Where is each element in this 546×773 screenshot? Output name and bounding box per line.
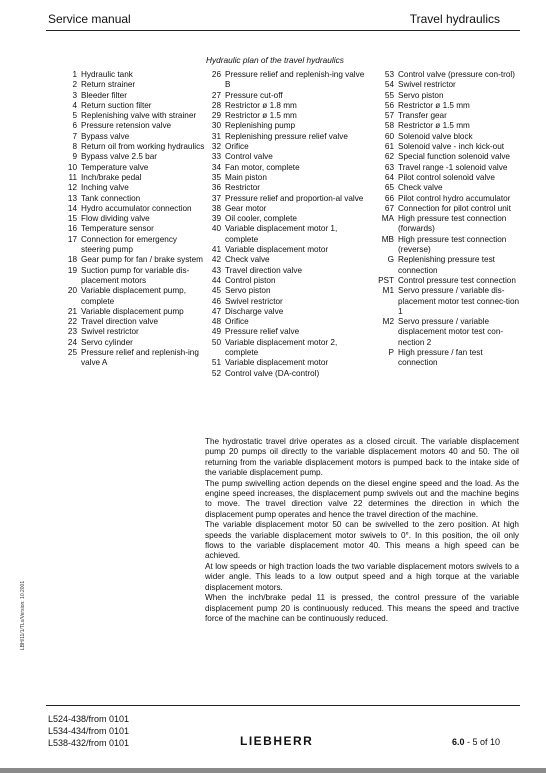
legend-item-number: 44	[211, 275, 221, 285]
legend-item-number: 30	[211, 121, 221, 131]
legend-item-number: 10	[67, 162, 77, 172]
legend-item	[370, 163, 522, 173]
legend-item	[55, 111, 205, 121]
legend-item	[55, 317, 205, 327]
legend-item	[55, 173, 205, 183]
legend-column-2	[208, 70, 370, 379]
legend-item	[55, 348, 205, 369]
legend-item-number: 2	[72, 80, 77, 90]
legend-item-number: 1	[72, 70, 77, 79]
body-text	[205, 437, 519, 624]
legend-item-number: G	[387, 255, 394, 265]
legend-item-label: Solenoid valve block	[398, 131, 473, 141]
legend-item-label: Pressure relief and proportion-al valve	[225, 193, 364, 203]
legend-item	[370, 235, 522, 256]
legend-item	[55, 224, 205, 234]
liebherr-logo: LIEBHERR	[240, 734, 314, 748]
legend-item-label: Variable displacement pump, complete	[81, 286, 186, 306]
legend-item-label: Travel direction valve	[81, 317, 159, 327]
legend-item-label: Gear pump for fan / brake system	[81, 255, 203, 265]
page-number	[452, 737, 500, 747]
legend-item	[208, 163, 370, 173]
legend-item-label: Check valve	[225, 255, 270, 265]
legend-item-number: 62	[384, 152, 394, 162]
legend-item-number: 38	[211, 203, 221, 213]
legend-item	[55, 142, 205, 152]
legend-item-label: Control valve	[225, 152, 273, 162]
paragraph-closed-circuit: The hydrostatic travel drive operates as a closed circuit. The variable displacement pump 20 pumps oil directly to the variable displacement motors 40 and 50. The oil returning from the variable displacement motors is pumped back to the intake side of the variable displacement pump.	[205, 437, 519, 478]
legend-item-number: 5	[72, 111, 77, 121]
legend-item-label: Swivel restrictor	[81, 327, 139, 337]
legend-item	[55, 255, 205, 265]
document-code: LBH/11/1/TLx/Version: 10.2001	[20, 580, 26, 650]
legend-item-label: Restrictor	[225, 183, 261, 193]
legend-item-label: Gear motor	[225, 203, 267, 213]
legend-item	[208, 91, 370, 101]
legend-title: Hydraulic plan of the travel hydraulics	[206, 55, 344, 65]
legend-item	[208, 142, 370, 152]
legend-item-number: 29	[211, 111, 221, 121]
legend-item	[208, 369, 370, 379]
legend-item-label: Return suction filter	[81, 100, 152, 110]
legend-item-number: P	[388, 348, 394, 358]
legend-item-label: Control pressure test connection	[398, 275, 516, 285]
paragraph-pump-swivel: The pump swivelling action depends on the diesel engine speed and the load. As the engine speed increases, the displacement pump swivels out and the machine begins to move. The travel direction valve 22 determines the direction in which the displacement pump operates and hence the travel direction of the machine.	[205, 478, 519, 519]
manual-title: Service manual	[48, 12, 131, 26]
legend-item-number: 63	[384, 162, 394, 172]
legend-item	[370, 80, 522, 90]
legend-item-label: Swivel restrictor	[225, 296, 283, 306]
legend-item-number: 37	[211, 193, 221, 203]
legend-item-label: Replenishing pressure test connection	[398, 255, 495, 275]
legend-item-number: 46	[211, 296, 221, 306]
legend-item-number: 67	[384, 203, 394, 213]
legend-item	[55, 183, 205, 193]
legend-item-label: Bleeder filter	[81, 90, 127, 100]
legend-item-label: Connection for pilot control unit	[398, 203, 511, 213]
legend-item	[370, 142, 522, 152]
legend-item-label: Replenishing pressure relief valve	[225, 131, 348, 141]
section-title: Travel hydraulics	[409, 12, 500, 26]
legend-item-label: Variable displacement pump	[81, 306, 184, 316]
legend-item-label: Special function solenoid valve	[398, 152, 510, 162]
legend-item-number: 36	[211, 183, 221, 193]
legend-item	[208, 214, 370, 224]
legend-item-number: 45	[211, 286, 221, 296]
legend-item	[55, 327, 205, 337]
legend-item-label: Control valve (DA-control)	[225, 368, 320, 378]
legend-item-number: 18	[67, 255, 77, 265]
legend-item-number: 57	[384, 111, 394, 121]
legend-item	[55, 121, 205, 131]
legend-item-label: Inch/brake pedal	[81, 172, 142, 182]
legend-item-label: Tank connection	[81, 193, 141, 203]
legend-item	[370, 317, 522, 348]
legend-item-label: Flow dividing valve	[81, 214, 150, 224]
legend-item	[370, 101, 522, 111]
legend-item	[208, 286, 370, 296]
legend-item	[208, 183, 370, 193]
legend-item	[55, 91, 205, 101]
legend-item-number: 49	[211, 327, 221, 337]
legend-item-number: 47	[211, 306, 221, 316]
legend-item	[208, 204, 370, 214]
legend-item	[208, 307, 370, 317]
legend-item-number: 8	[72, 142, 77, 152]
legend-item-label: Restrictor ø 1.8 mm	[225, 100, 297, 110]
legend-item	[208, 70, 370, 91]
legend-item-number: 55	[384, 90, 394, 100]
legend-item-number: 50	[211, 337, 221, 347]
legend-item	[55, 70, 205, 80]
legend-item-label: Control piston	[225, 275, 276, 285]
legend-item-number: 64	[384, 172, 394, 182]
legend-item	[370, 214, 522, 235]
legend-item-label: Pressure retension valve	[81, 121, 172, 131]
paragraph-inch-pedal: When the inch/brake pedal 11 is pressed, the control pressure of the variable displacement pump 20 is continuously reduced. This means the speed and tractive force of the machine can be continuously reduced.	[205, 593, 519, 623]
legend-item-label: Inching valve	[81, 183, 129, 193]
legend-item	[370, 132, 522, 142]
legend-item-number: 28	[211, 100, 221, 110]
legend-item	[208, 224, 370, 245]
legend-item	[370, 194, 522, 204]
legend-item	[208, 121, 370, 131]
legend-item-label: Oil cooler, complete	[225, 214, 297, 224]
legend-item	[55, 101, 205, 111]
legend-item	[208, 338, 370, 359]
legend-item-number: 42	[211, 255, 221, 265]
legend-item-label: Pilot control hydro accumulator	[398, 193, 511, 203]
legend-item	[55, 204, 205, 214]
legend-item-label: Variable displacement motor 1, complete	[225, 224, 338, 244]
legend-item-label: Variable displacement motor 2, complete	[225, 337, 338, 358]
legend-item-number: M1	[382, 286, 394, 296]
legend-item	[208, 152, 370, 162]
legend-item	[370, 204, 522, 214]
legend-item-label: Travel range -1 solenoid valve	[398, 162, 508, 172]
legend-item-label: Temperature valve	[81, 162, 149, 172]
legend-item-label: Servo piston	[398, 90, 444, 100]
legend-item	[208, 327, 370, 337]
legend-item-number: MB	[381, 234, 394, 244]
legend-item-label: Replenishing pump	[225, 121, 296, 131]
legend-item-label: Pressure relief and replenish-ing valve A	[81, 348, 199, 368]
legend-item-label: Transfer gear	[398, 111, 447, 121]
legend-item	[208, 173, 370, 183]
legend-column-3	[370, 70, 522, 369]
legend-item-label: Pressure relief and replenish-ing valve B	[225, 70, 365, 90]
legend-item-label: Solenoid valve - inch kick-out	[398, 142, 505, 152]
legend-item	[370, 173, 522, 183]
legend-item-number: 51	[211, 358, 221, 368]
legend-item	[208, 111, 370, 121]
legend-item	[208, 276, 370, 286]
bottom-bar	[0, 768, 546, 773]
legend-item-label: High pressure test connection (reverse)	[398, 234, 507, 255]
legend-item	[55, 194, 205, 204]
legend-item-number: 15	[67, 214, 77, 224]
header-divider	[46, 30, 520, 31]
legend-item-label: Discharge valve	[225, 306, 284, 316]
legend-item	[208, 245, 370, 255]
legend-item-label: Restrictor ø 1.5 mm	[225, 111, 297, 121]
footer-divider	[46, 705, 520, 706]
legend-item-number: 39	[211, 214, 221, 224]
legend-item-number: 53	[384, 70, 394, 79]
legend-item-label: High pressure test connection (forwards)	[398, 214, 507, 234]
legend-item	[370, 152, 522, 162]
legend-item-number: 9	[72, 152, 77, 162]
legend-item-number: 43	[211, 265, 221, 275]
legend-item-label: Servo piston	[225, 286, 271, 296]
legend-item-number: 33	[211, 152, 221, 162]
model-line: L524-438/from 0101	[48, 714, 130, 724]
legend-item-number: 65	[384, 183, 394, 193]
paragraph-low-speed: At low speeds or high traction loads the two variable displacement motors swivels to a wider angle. This leads to a low output speed and a high torque at the variable displacement motors.	[205, 561, 519, 592]
legend-item	[208, 266, 370, 276]
legend-item	[370, 255, 522, 276]
legend-item-number: 14	[67, 203, 77, 213]
legend-item-label: Main piston	[225, 172, 267, 182]
legend-item-number: 27	[211, 90, 221, 100]
section-number: 6.0	[451, 737, 465, 747]
legend-item	[208, 297, 370, 307]
legend-item-label: Restrictor ø 1.5 mm	[398, 100, 470, 110]
legend-item-label: Orifice	[225, 142, 249, 152]
legend-item-label: Servo pressure / variable dis-placement motor test connec-tion 1	[398, 286, 520, 316]
legend-item	[55, 307, 205, 317]
legend-item	[370, 70, 522, 80]
legend-item-label: Bypass valve	[81, 131, 130, 141]
legend-item-label: Travel direction valve	[225, 265, 303, 275]
legend-item-label: Servo pressure / variable displacement motor test con-nection 2	[398, 317, 504, 347]
model-list	[48, 713, 129, 749]
legend-item	[55, 132, 205, 142]
legend-item-label: Variable displacement motor	[225, 358, 329, 368]
legend-item	[55, 80, 205, 90]
legend-item-label: Hydro accumulator connection	[81, 203, 192, 213]
legend-item-number: 19	[67, 265, 77, 275]
legend-item-number: 52	[211, 368, 221, 378]
legend-item	[208, 317, 370, 327]
legend-item-number: 22	[67, 317, 77, 327]
legend-item-number: 23	[67, 327, 77, 337]
legend-item-label: Check valve	[398, 183, 443, 193]
legend-item-number: 56	[384, 100, 394, 110]
legend-item-number: 31	[211, 131, 221, 141]
legend-item	[208, 358, 370, 368]
legend-item-number: M2	[382, 317, 394, 327]
legend-item-number: 58	[384, 121, 394, 131]
legend-item-number: 7	[72, 131, 77, 141]
page-count: - 5 of 10	[464, 737, 500, 747]
legend-item-label: Return strainer	[81, 80, 136, 90]
legend-item	[55, 338, 205, 348]
legend-item-number: 32	[211, 142, 221, 152]
legend-item-number: 35	[211, 172, 221, 182]
legend-item-number: 13	[67, 193, 77, 203]
legend-item-number: 24	[67, 337, 77, 347]
model-line: L534-434/from 0101	[48, 726, 130, 736]
legend-item-number: 16	[67, 224, 77, 234]
legend-column-1	[55, 70, 205, 369]
legend-item-label: Variable displacement motor	[225, 245, 329, 255]
legend-item	[208, 194, 370, 204]
legend-item-number: 21	[67, 306, 77, 316]
legend-item-number: 26	[211, 70, 221, 79]
legend-item-label: Replenishing valve with strainer	[81, 111, 197, 121]
legend-item-label: Suction pump for variable dis-placement motors	[81, 265, 190, 285]
legend-item-number: 17	[67, 234, 77, 244]
legend-item-number: 3	[72, 90, 77, 100]
legend-item-number: 48	[211, 317, 221, 327]
legend-item-label: Restrictor ø 1.5 mm	[398, 121, 470, 131]
model-line: L538-432/from 0101	[48, 738, 130, 748]
legend-item	[208, 132, 370, 142]
legend-item-number: 25	[67, 348, 77, 358]
legend-item-label: Fan motor, complete	[225, 162, 300, 172]
legend-item-number: 40	[211, 224, 221, 234]
legend-item-number: PST	[378, 275, 394, 285]
legend-item	[55, 152, 205, 162]
legend-item-label: Hydraulic tank	[81, 70, 133, 79]
legend-item	[370, 276, 522, 286]
legend-item-label: High pressure / fan test connection	[398, 348, 483, 368]
legend-item	[370, 111, 522, 121]
legend-item-number: 60	[384, 131, 394, 141]
legend-item-number: 61	[384, 142, 394, 152]
legend-item	[370, 286, 522, 317]
legend-item-label: Orifice	[225, 317, 249, 327]
paragraph-motor-zero: The variable displacement motor 50 can be swivelled to the zero position. At high speeds the variable displacement motor swivels to 0°. In this position, the oil only flows to the variable displacement motor 40. This means a high speed can be achieved.	[205, 520, 519, 561]
legend-item-label: Connection for emergency steering pump	[81, 234, 178, 255]
legend-item-number: MA	[381, 214, 394, 224]
legend-item-label: Return oil from working hydraulics	[81, 142, 205, 152]
legend-item	[208, 255, 370, 265]
legend-item	[370, 91, 522, 101]
legend-item-label: Bypass valve 2.5 bar	[81, 152, 158, 162]
legend-item	[55, 235, 205, 256]
legend-item	[370, 348, 522, 369]
legend-item-number: 34	[211, 162, 221, 172]
legend-item-label: Servo cylinder	[81, 337, 133, 347]
legend-item-number: 4	[72, 100, 77, 110]
legend-item	[370, 121, 522, 131]
legend-item	[55, 214, 205, 224]
legend-item	[55, 266, 205, 287]
legend-item-label: Control valve (pressure con-trol)	[398, 70, 515, 79]
legend-item-number: 41	[211, 245, 221, 255]
legend-item-label: Swivel restrictor	[398, 80, 456, 90]
legend-item	[55, 163, 205, 173]
legend-item	[370, 183, 522, 193]
legend-item	[55, 286, 205, 307]
legend-item-label: Pressure relief valve	[225, 327, 300, 337]
legend-item	[208, 101, 370, 111]
legend-item-label: Temperature sensor	[81, 224, 154, 234]
legend-item-number: 20	[67, 286, 77, 296]
legend-item-number: 11	[68, 172, 77, 182]
legend-item-number: 66	[384, 193, 394, 203]
legend-item-number: 6	[72, 121, 77, 131]
legend-item-label: Pressure cut-off	[225, 90, 283, 100]
legend-item-number: 54	[384, 80, 394, 90]
legend-item-label: Pilot control solenoid valve	[398, 172, 495, 182]
legend-item-number: 12	[67, 183, 77, 193]
